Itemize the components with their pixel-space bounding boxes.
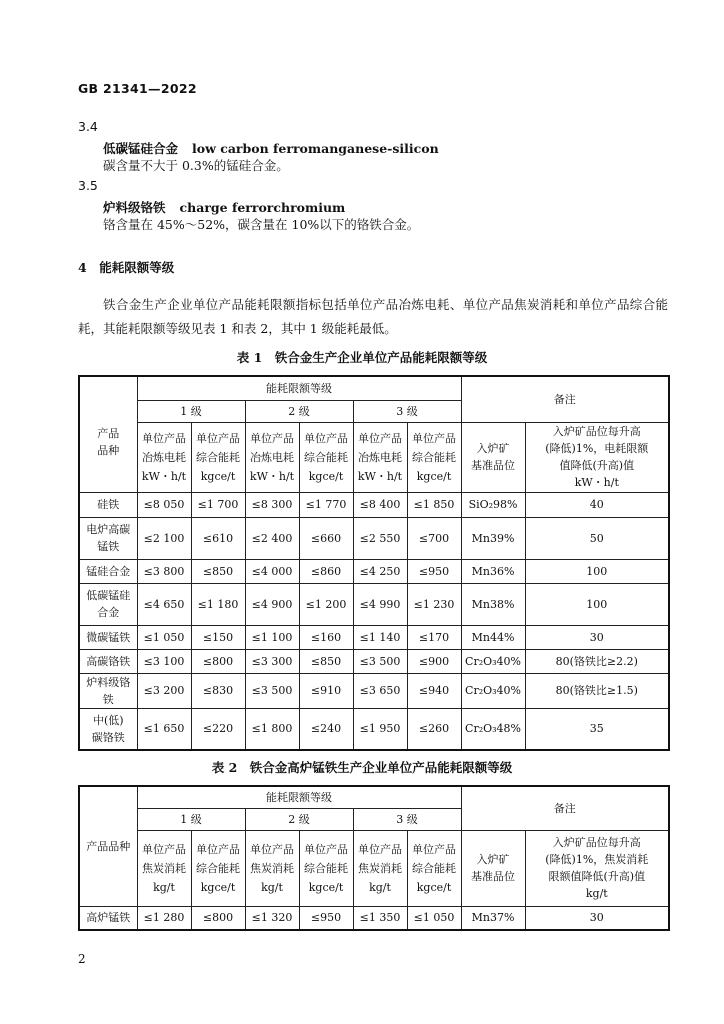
table-cell: ≤950	[299, 906, 353, 930]
table-1-header-elec: 单位产品 冶炼电耗 kW・h/t	[137, 422, 191, 492]
table-cell: ≤3 500	[353, 649, 407, 673]
table-cell: ≤220	[191, 708, 245, 750]
table-cell: ≤830	[191, 673, 245, 708]
table-2-level-2: 2 级	[245, 808, 353, 830]
table-2-header-product: 产品品种	[79, 786, 137, 906]
product-name-cell: 锰硅合金	[79, 559, 137, 583]
table-cell: ≤1 320	[245, 906, 299, 930]
page-number: 2	[78, 952, 86, 966]
table-1-header-elec: 单位产品 冶炼电耗 kW・h/t	[245, 422, 299, 492]
table-cell: ≤160	[299, 625, 353, 649]
table-cell: Cr₂O₃40%	[461, 673, 525, 708]
table-2-header-comp: 单位产品 综合能耗 kgce/t	[299, 830, 353, 906]
table-cell: ≤610	[191, 517, 245, 559]
table-2-header-coke: 单位产品 焦炭消耗 kg/t	[353, 830, 407, 906]
table-cell: ≤1 280	[137, 906, 191, 930]
table-row	[79, 625, 669, 649]
table-cell: ≤1 350	[353, 906, 407, 930]
table-cell: 40	[525, 492, 669, 517]
table-2-header-coke: 单位产品 焦炭消耗 kg/t	[245, 830, 299, 906]
table-1-header-product: 产品 品种	[79, 376, 137, 492]
table-row	[79, 517, 669, 559]
table-row	[79, 906, 669, 930]
table-row	[79, 673, 669, 708]
table-cell: Mn44%	[461, 625, 525, 649]
table-cell: 30	[525, 625, 669, 649]
table-cell: ≤1 800	[245, 708, 299, 750]
table-cell: ≤3 200	[137, 673, 191, 708]
table-cell: ≤1 950	[353, 708, 407, 750]
table-cell: 100	[525, 559, 669, 583]
table-cell: Mn38%	[461, 583, 525, 625]
table-cell: ≤3 800	[137, 559, 191, 583]
table-2-caption: 表 2 铁合金高炉锰铁生产企业单位产品能耗限额等级	[211, 760, 513, 775]
clause-3-4-term	[103, 138, 439, 157]
table-2-header-ore: 入炉矿 基准品位	[461, 830, 525, 906]
table-cell: Cr₂O₃48%	[461, 708, 525, 750]
table-cell: ≤1 850	[407, 492, 461, 517]
table-1-header-limits: 能耗限额等级	[137, 376, 461, 400]
table-cell: Mn36%	[461, 559, 525, 583]
table-cell: ≤1 140	[353, 625, 407, 649]
table-cell: ≤8 400	[353, 492, 407, 517]
term-chinese: 低碳锰硅合金	[103, 141, 179, 156]
product-name-cell: 电炉高碳 锰铁	[79, 517, 137, 559]
table-cell: ≤4 000	[245, 559, 299, 583]
table-cell: SiO₂98%	[461, 492, 525, 517]
table-2-header-coke: 单位产品 焦炭消耗 kg/t	[137, 830, 191, 906]
table-cell: ≤1 050	[137, 625, 191, 649]
table-2-header-comp: 单位产品 综合能耗 kgce/t	[407, 830, 461, 906]
table-cell: ≤900	[407, 649, 461, 673]
table-cell: ≤1 700	[191, 492, 245, 517]
table-cell: ≤1 200	[299, 583, 353, 625]
table-2-header-comp: 单位产品 综合能耗 kgce/t	[191, 830, 245, 906]
table-cell: ≤170	[407, 625, 461, 649]
table-cell: ≤700	[407, 517, 461, 559]
table-cell: ≤850	[191, 559, 245, 583]
product-name-cell: 中(低) 碳铬铁	[79, 708, 137, 750]
table-cell: ≤2 400	[245, 517, 299, 559]
table-row	[79, 649, 669, 673]
table-cell: ≤260	[407, 708, 461, 750]
table-cell: ≤3 500	[245, 673, 299, 708]
table-cell: ≤3 100	[137, 649, 191, 673]
table-cell: 80(铬铁比≥1.5)	[525, 673, 669, 708]
table-cell: ≤950	[407, 559, 461, 583]
table-cell: Mn39%	[461, 517, 525, 559]
table-cell: 50	[525, 517, 669, 559]
table-1-header-comp: 单位产品 综合能耗 kgce/t	[191, 422, 245, 492]
table-1-level-1: 1 级	[137, 400, 245, 422]
table-cell: Cr₂O₃40%	[461, 649, 525, 673]
table-cell: ≤240	[299, 708, 353, 750]
table-1-header-comp: 单位产品 综合能耗 kgce/t	[299, 422, 353, 492]
table-cell: ≤800	[191, 649, 245, 673]
clause-3-4-number: 3.4	[78, 119, 98, 134]
clause-3-5-term	[103, 197, 345, 216]
table-cell: ≤4 900	[245, 583, 299, 625]
table-row	[79, 708, 669, 750]
table-cell: ≤3 650	[353, 673, 407, 708]
table-1-caption: 表 1 铁合金生产企业单位产品能耗限额等级	[236, 350, 488, 365]
table-2-header-adjust: 入炉矿品位每升高 (降低)1%，焦炭消耗 限额值降低(升高)值 kg/t	[525, 830, 669, 906]
table-cell: ≤800	[191, 906, 245, 930]
table-1-header-adjust: 入炉矿品位每升高 (降低)1%，电耗限额 值降低(升高)值 kW・h/t	[525, 422, 669, 492]
table-cell: ≤1 180	[191, 583, 245, 625]
product-name-cell: 高炉锰铁	[79, 906, 137, 930]
table-1-header-comp: 单位产品 综合能耗 kgce/t	[407, 422, 461, 492]
table-cell: ≤8 050	[137, 492, 191, 517]
table-cell: ≤150	[191, 625, 245, 649]
clause-3-5-number: 3.5	[78, 178, 98, 193]
table-cell: ≤1 650	[137, 708, 191, 750]
term-chinese: 炉料级铬铁	[103, 200, 166, 215]
table-1	[78, 375, 670, 751]
clause-3-5-definition: 铬含量在 45%～52%，碳含量在 10%以下的铬铁合金。	[103, 217, 420, 232]
table-cell: ≤1 770	[299, 492, 353, 517]
product-name-cell: 炉料级铬铁	[79, 673, 137, 708]
section-4-paragraph: 铁合金生产企业单位产品能耗限额指标包括单位产品冶炼电耗、单位产品焦炭消耗和单位产品综合能耗，其能耗限额等级见表 1 和表 2，其中 1 级能耗最低。	[78, 297, 668, 336]
table-2-header-remark: 备注	[461, 786, 669, 830]
product-name-cell: 硅铁	[79, 492, 137, 517]
table-cell: 100	[525, 583, 669, 625]
table-row	[79, 559, 669, 583]
table-2-level-1: 1 级	[137, 808, 245, 830]
table-cell: ≤850	[299, 649, 353, 673]
table-cell: ≤660	[299, 517, 353, 559]
table-cell: Mn37%	[461, 906, 525, 930]
table-1-level-3: 3 级	[353, 400, 461, 422]
product-name-cell: 低碳锰硅 合金	[79, 583, 137, 625]
table-cell: ≤2 100	[137, 517, 191, 559]
standard-number: GB 21341—2022	[78, 81, 197, 96]
table-cell: ≤910	[299, 673, 353, 708]
term-english: low carbon ferromanganese-silicon	[192, 141, 439, 156]
table-1-header-remark: 备注	[461, 376, 669, 422]
table-cell: ≤4 250	[353, 559, 407, 583]
product-name-cell: 微碳锰铁	[79, 625, 137, 649]
table-row	[79, 583, 669, 625]
table-1-header-elec: 单位产品 冶炼电耗 kW・h/t	[353, 422, 407, 492]
table-2	[78, 785, 670, 931]
table-cell: ≤1 050	[407, 906, 461, 930]
table-cell: 35	[525, 708, 669, 750]
table-cell: ≤940	[407, 673, 461, 708]
table-cell: 30	[525, 906, 669, 930]
section-4-title: 4 能耗限额等级	[78, 260, 175, 275]
table-1-level-2: 2 级	[245, 400, 353, 422]
table-1-header-ore: 入炉矿 基准品位	[461, 422, 525, 492]
table-cell: 80(铬铁比≥2.2)	[525, 649, 669, 673]
table-2-header-limits: 能耗限额等级	[137, 786, 461, 808]
table-2-level-3: 3 级	[353, 808, 461, 830]
table-cell: ≤3 300	[245, 649, 299, 673]
table-cell: ≤2 550	[353, 517, 407, 559]
clause-3-4-definition: 碳含量不大于 0.3%的锰硅合金。	[103, 158, 289, 173]
table-cell: ≤1 100	[245, 625, 299, 649]
table-cell: ≤4 990	[353, 583, 407, 625]
table-cell: ≤860	[299, 559, 353, 583]
product-name-cell: 高碳铬铁	[79, 649, 137, 673]
table-cell: ≤8 300	[245, 492, 299, 517]
table-cell: ≤1 230	[407, 583, 461, 625]
term-english: charge ferrorchromium	[179, 200, 346, 215]
table-cell: ≤4 650	[137, 583, 191, 625]
table-row	[79, 492, 669, 517]
